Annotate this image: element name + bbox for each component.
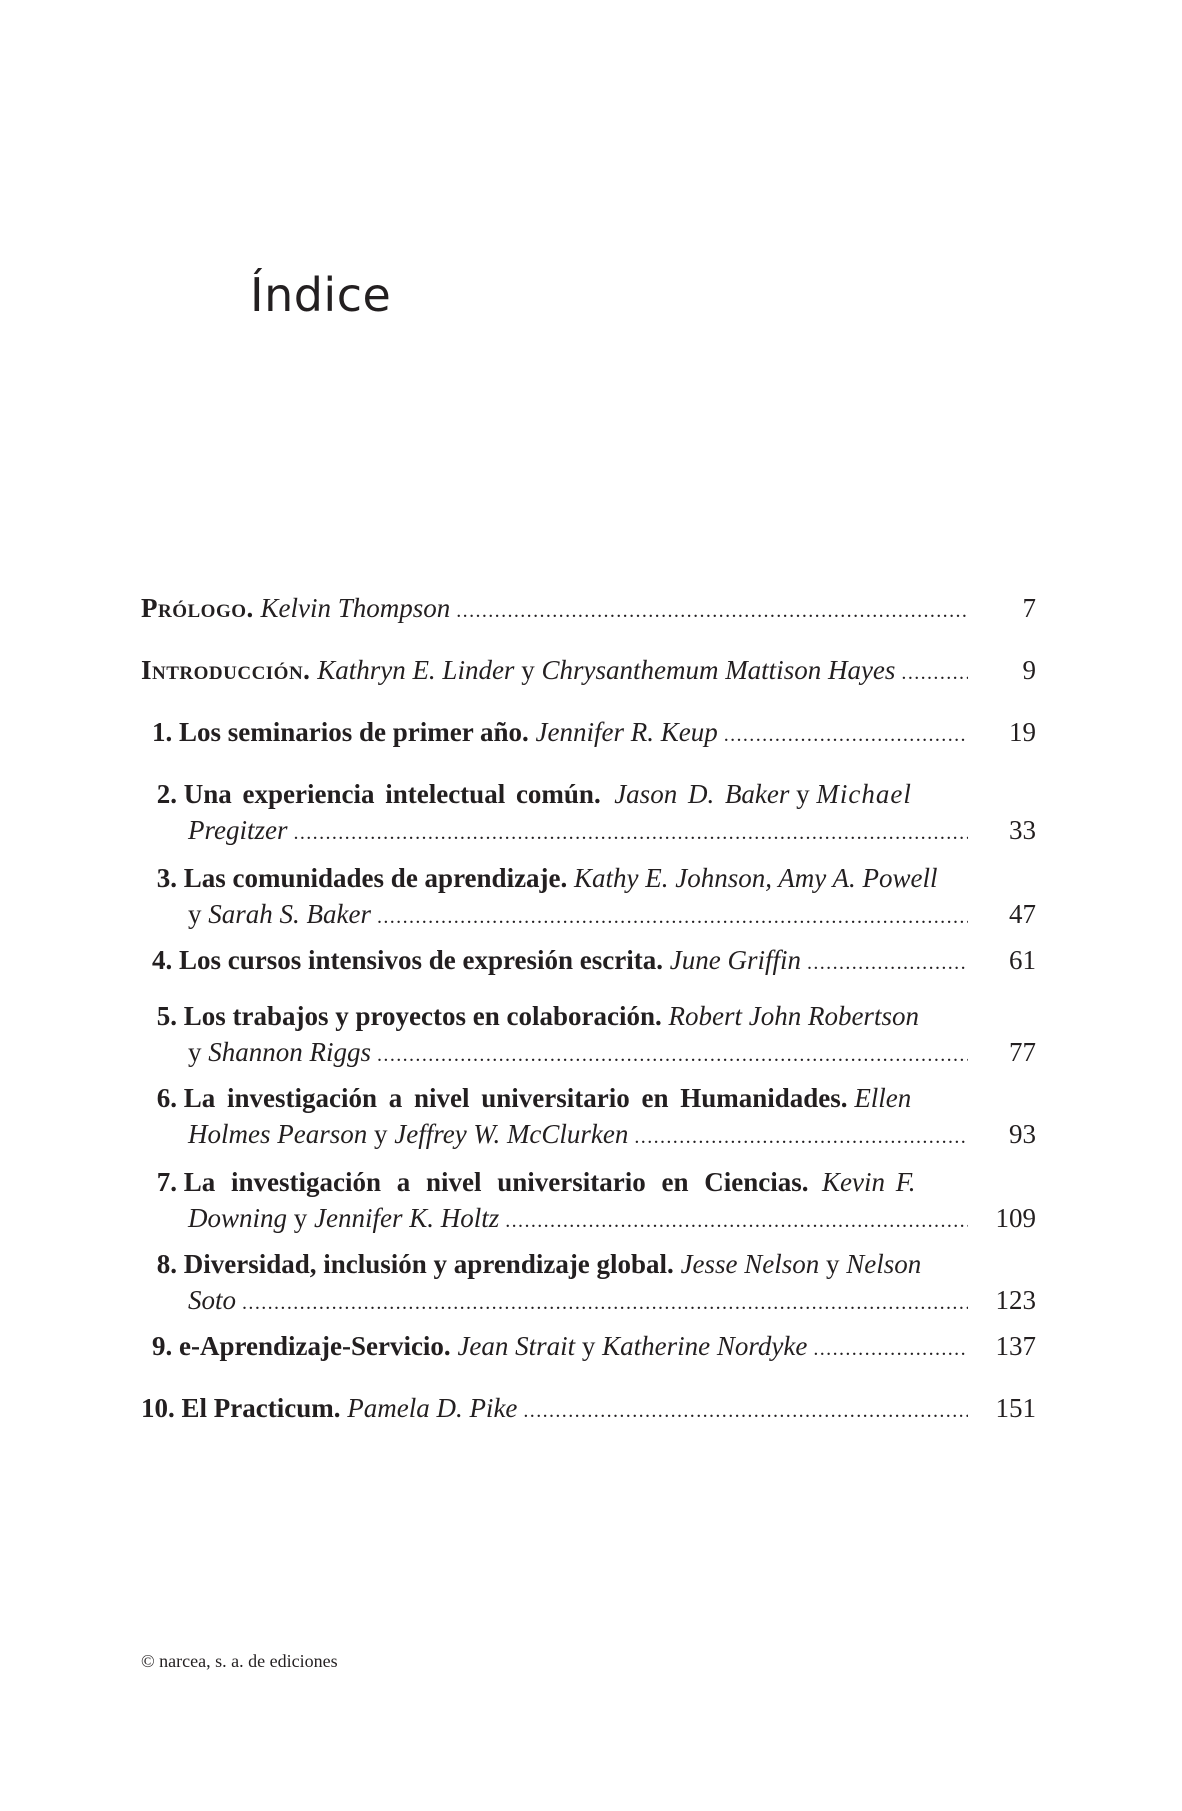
- entry-authors: Sarah S. Baker: [208, 899, 371, 929]
- entry-title: e-Aprendizaje-Servicio.: [179, 1331, 451, 1361]
- dot-leader: [456, 593, 968, 629]
- page-number: 19: [1009, 717, 1036, 747]
- entry-authors: Chrysanthemum Mattison Hayes: [541, 655, 896, 685]
- page-number: 123: [995, 1285, 1036, 1315]
- entry-authors: Michael: [816, 779, 912, 809]
- entry-authors: Ellen: [854, 1083, 912, 1113]
- entry-authors: Kelvin Thompson: [260, 593, 451, 623]
- dot-leader: [813, 1331, 968, 1367]
- entry-title: La investigación a nivel universitario en Ciencias.: [183, 1167, 809, 1197]
- entry-title: Diversidad, inclusión y aprendizaje global.: [183, 1249, 674, 1279]
- entry-authors: Shannon Riggs: [208, 1037, 372, 1067]
- page-number: 151: [995, 1393, 1036, 1423]
- entry-authors: Downing: [188, 1203, 288, 1233]
- entry-authors: Soto: [188, 1285, 237, 1315]
- chapter-number: 8.: [156, 1249, 177, 1279]
- chapter-number: 2.: [156, 779, 177, 809]
- entry-authors: Jennifer K. Holtz: [314, 1203, 500, 1233]
- entry-authors: Jeffrey W. McClurken: [394, 1119, 629, 1149]
- page-number: 33: [1009, 815, 1036, 845]
- page-number: 109: [995, 1203, 1036, 1233]
- entry-title: Los seminarios de primer año.: [179, 717, 529, 747]
- copyright-footer: © narcea, s. a. de ediciones: [141, 1651, 338, 1671]
- entry-authors: Katherine Nordyke: [602, 1331, 808, 1361]
- chapter-number: 10.: [141, 1393, 175, 1423]
- chapter-number: 4.: [152, 945, 173, 975]
- dot-leader: [523, 1393, 968, 1429]
- page-number: 77: [1009, 1037, 1036, 1067]
- chapter-number: 9.: [152, 1331, 173, 1361]
- entry-authors: Pamela D. Pike: [347, 1393, 518, 1423]
- dot-leader: [807, 945, 968, 981]
- page-number: 47: [1009, 899, 1036, 929]
- entry-authors: Pregitzer: [188, 815, 288, 845]
- chapter-number: 3.: [156, 863, 177, 893]
- entry-title: El Practicum.: [181, 1393, 341, 1423]
- chapter-number: 6.: [156, 1083, 177, 1113]
- entry-title: Una experiencia intelectual común.: [183, 779, 601, 809]
- entry-authors: Jesse Nelson: [680, 1249, 820, 1279]
- entry-authors: Nelson: [846, 1249, 922, 1279]
- dot-leader: [724, 717, 968, 753]
- dot-leader: [901, 655, 968, 691]
- entry-authors: Jennifer R. Keup: [535, 717, 718, 747]
- chapter-number: 1.: [152, 717, 173, 747]
- page-number: 61: [1009, 945, 1036, 975]
- page-number: 9: [1022, 655, 1036, 685]
- entry-authors: Holmes Pearson: [188, 1119, 368, 1149]
- page-number: 93: [1009, 1119, 1036, 1149]
- entry-title: Los trabajos y proyectos en colaboración.: [183, 1001, 662, 1031]
- entry-title: La investigación a nivel universitario en Humanidades.: [183, 1083, 848, 1113]
- entry-authors: Kevin F.: [822, 1167, 916, 1197]
- chapter-number: 7.: [156, 1167, 177, 1197]
- entry-title: Los cursos intensivos de expresión escrita.: [179, 945, 663, 975]
- page-number: 137: [995, 1331, 1036, 1361]
- entry-authors: Robert John Robertson: [668, 1001, 919, 1031]
- dot-leader: [242, 1285, 968, 1321]
- dot-leader: [505, 1203, 968, 1239]
- entry-authors: Kathryn E. Linder: [317, 655, 515, 685]
- entry-authors: June Griffin: [669, 945, 801, 975]
- dot-leader: [377, 899, 968, 935]
- entry-authors: Kathy E. Johnson, Amy A. Powell: [574, 863, 938, 893]
- dot-leader: [293, 815, 968, 851]
- dot-leader: [634, 1119, 968, 1155]
- entry-title: Las comunidades de aprendizaje.: [183, 863, 568, 893]
- entry-title: Prólogo.: [141, 593, 254, 623]
- page-title: Índice: [250, 268, 392, 322]
- entry-title: Introducción.: [141, 655, 311, 685]
- page-number: 7: [1022, 593, 1036, 623]
- dot-leader: [377, 1037, 968, 1073]
- entry-authors: Jean Strait: [457, 1331, 576, 1361]
- entry-authors: Jason D. Baker: [614, 779, 790, 809]
- chapter-number: 5.: [156, 1001, 177, 1031]
